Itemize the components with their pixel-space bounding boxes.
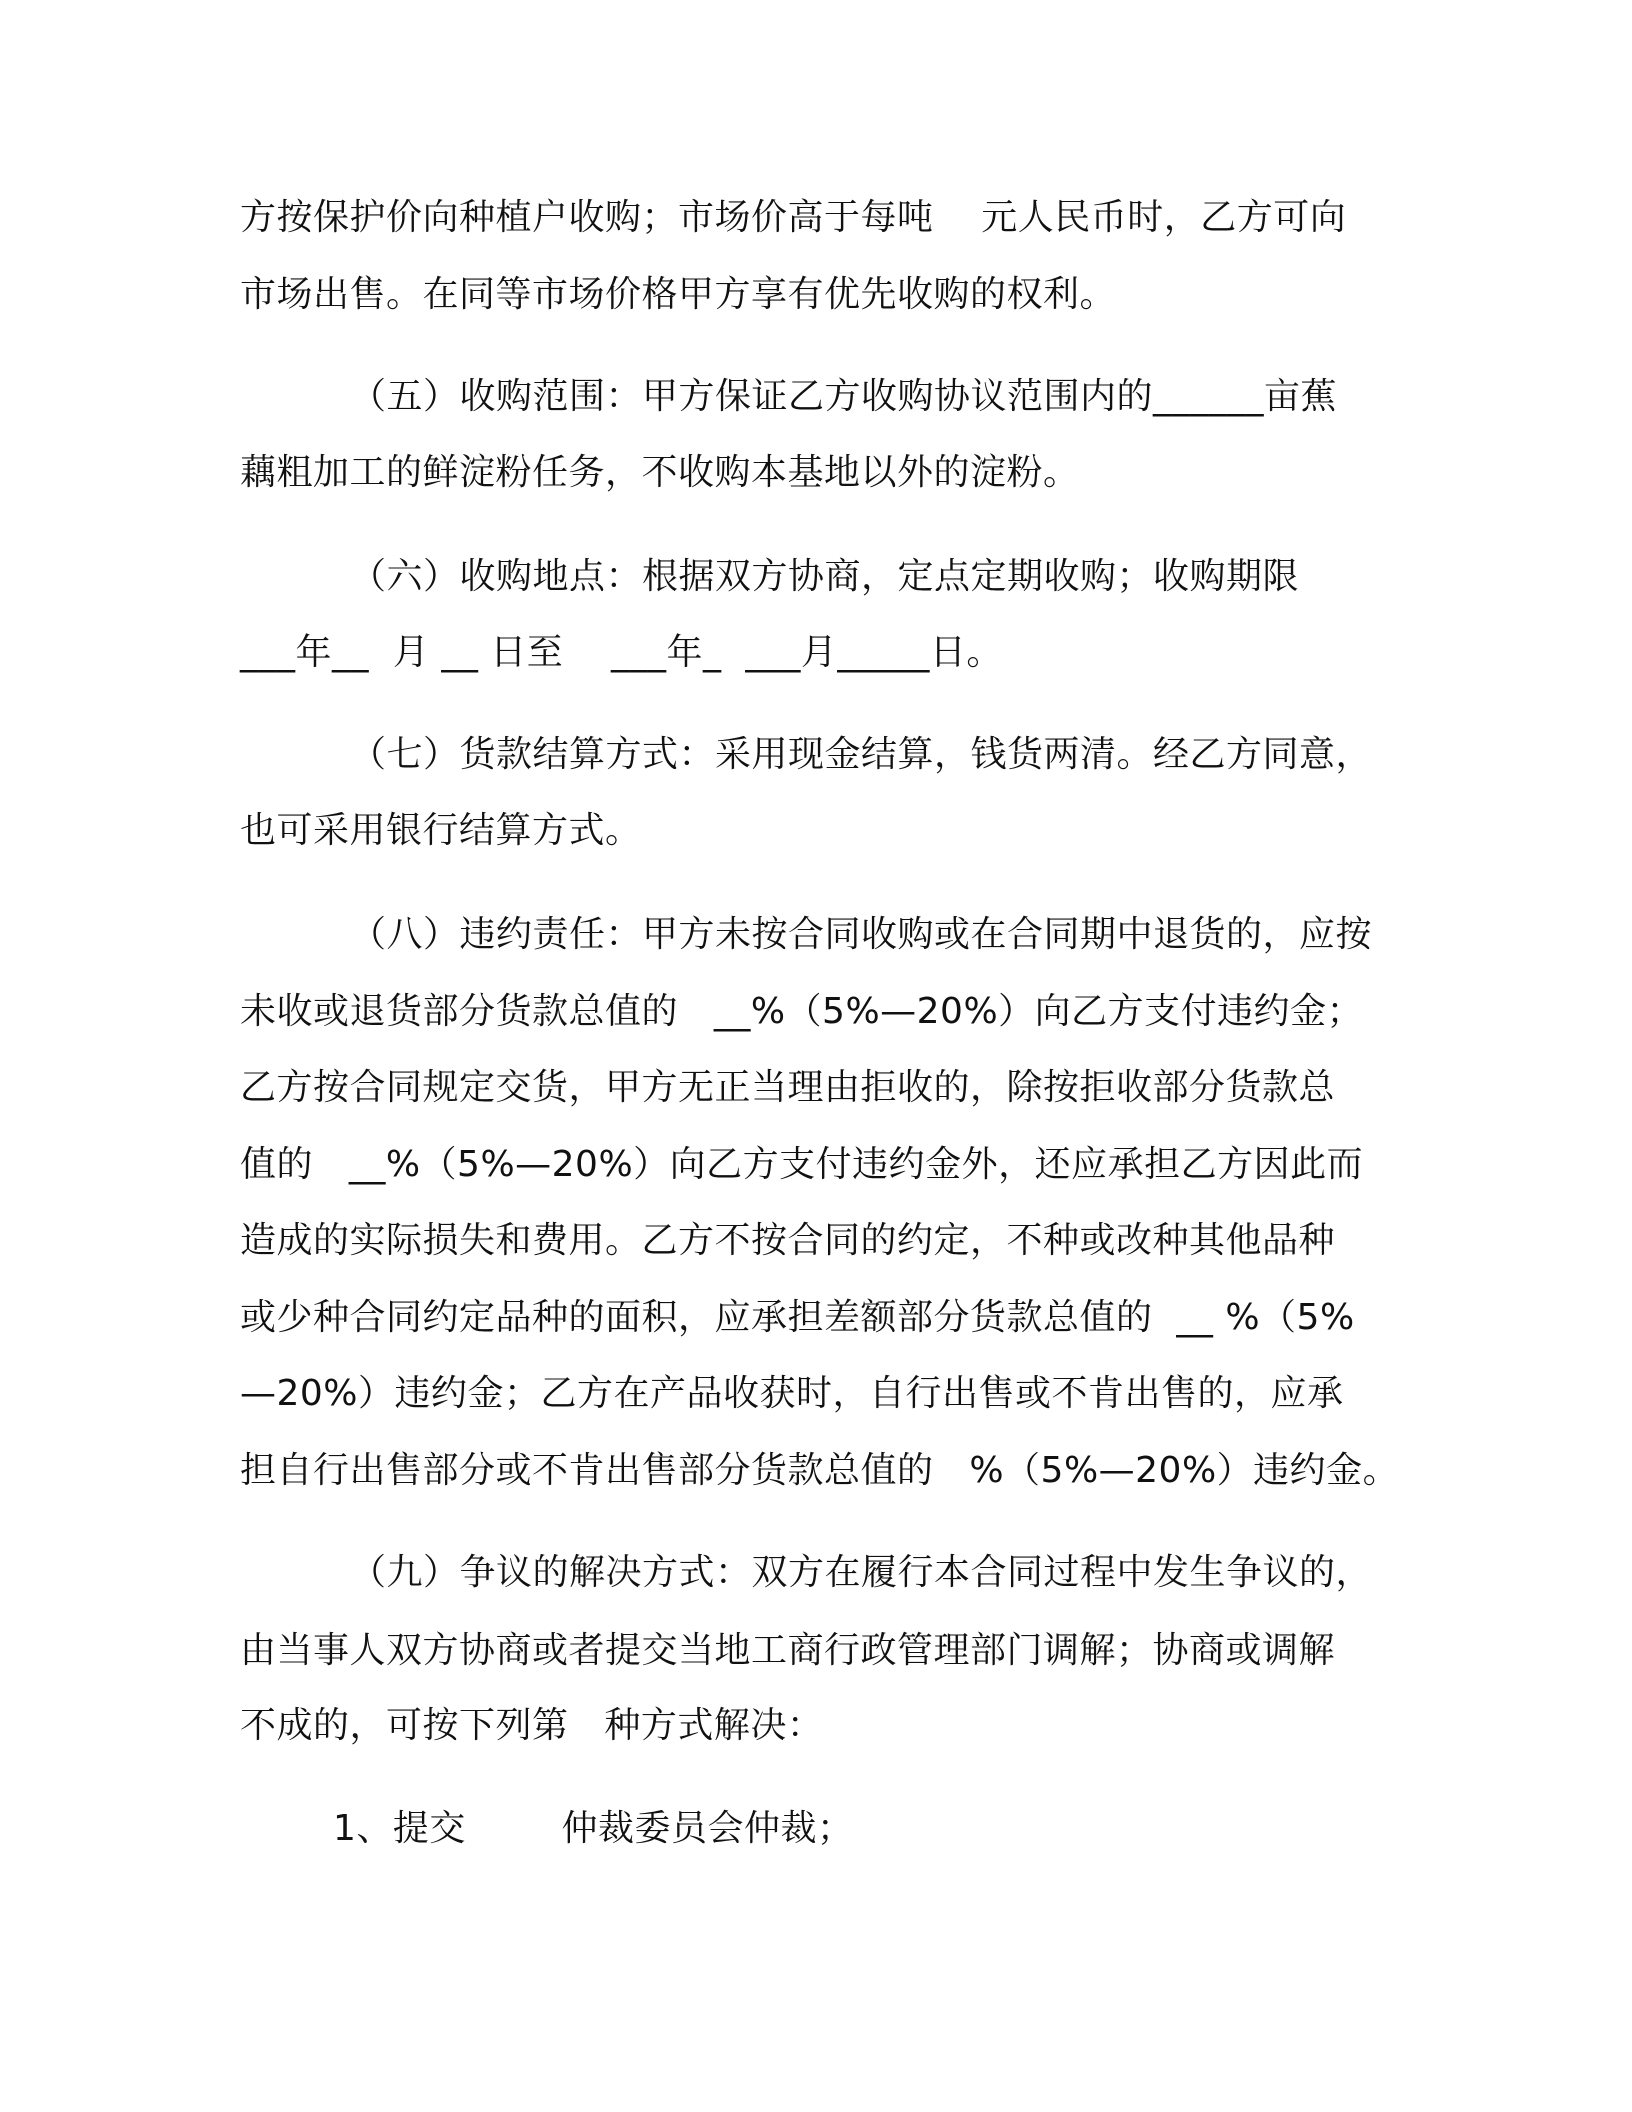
clause-6-heading-line: （六）收购地点：根据双方协商，定点定期收购；收购期限: [350, 556, 1300, 597]
clause-9-heading-line: （九）争议的解决方式：双方在履行本合同过程中发生争议的，: [350, 1552, 1373, 1593]
clause-7-heading-line: （七）货款结算方式：采用现金结算，钱货两清。经乙方同意，: [350, 734, 1373, 775]
paragraph-line: 市场出售。在同等市场价格甲方享有优先收购的权利。: [240, 274, 1117, 315]
paragraph-line: 也可采用银行结算方式。: [240, 810, 642, 851]
paragraph-line: 值的 __%（5%—20%）向乙方支付违约金外，还应承担乙方因此而: [240, 1144, 1364, 1185]
clause-8-heading-line: （八）违约责任：甲方未按合同收购或在合同期中退货的，应按: [350, 914, 1373, 955]
paragraph-line: 或少种合同约定品种的面积，应承担差额部分货款总值的 __ %（5%: [240, 1297, 1355, 1338]
paragraph-line: 藕粗加工的鲜淀粉任务，不收购本基地以外的淀粉。: [240, 452, 1080, 493]
paragraph-line: 乙方按合同规定交货，甲方无正当理由拒收的，除按拒收部分货款总: [240, 1067, 1336, 1108]
paragraph-line: 不成的，可按下列第 种方式解决：: [240, 1705, 824, 1746]
date-range-line: ___年__ 月 __ 日至 ___年_ ___月_____日。: [240, 632, 1003, 673]
clause-5-heading-line: （五）收购范围：甲方保证乙方收购协议范围内的______亩蕉: [350, 376, 1338, 417]
paragraph-line: 由当事人双方协商或者提交当地工商行政管理部门调解；协商或调解: [240, 1630, 1336, 1671]
paragraph-line: —20%）违约金；乙方在产品收获时，自行出售或不肯出售的，应承: [240, 1373, 1344, 1414]
paragraph-line: 造成的实际损失和费用。乙方不按合同的约定，不种或改种其他品种: [240, 1220, 1336, 1261]
paragraph-line: 方按保护价向种植户收购；市场价高于每吨 元人民币时，乙方可向: [240, 197, 1347, 238]
paragraph-line: 未收或退货部分货款总值的 __%（5%—20%）向乙方支付违约金；: [240, 991, 1364, 1032]
list-item: 1、提交 仲裁委员会仲裁；: [333, 1808, 854, 1849]
paragraph-line: 担自行出售部分或不肯出售部分货款总值的 %（5%—20%）违约金。: [240, 1450, 1400, 1491]
